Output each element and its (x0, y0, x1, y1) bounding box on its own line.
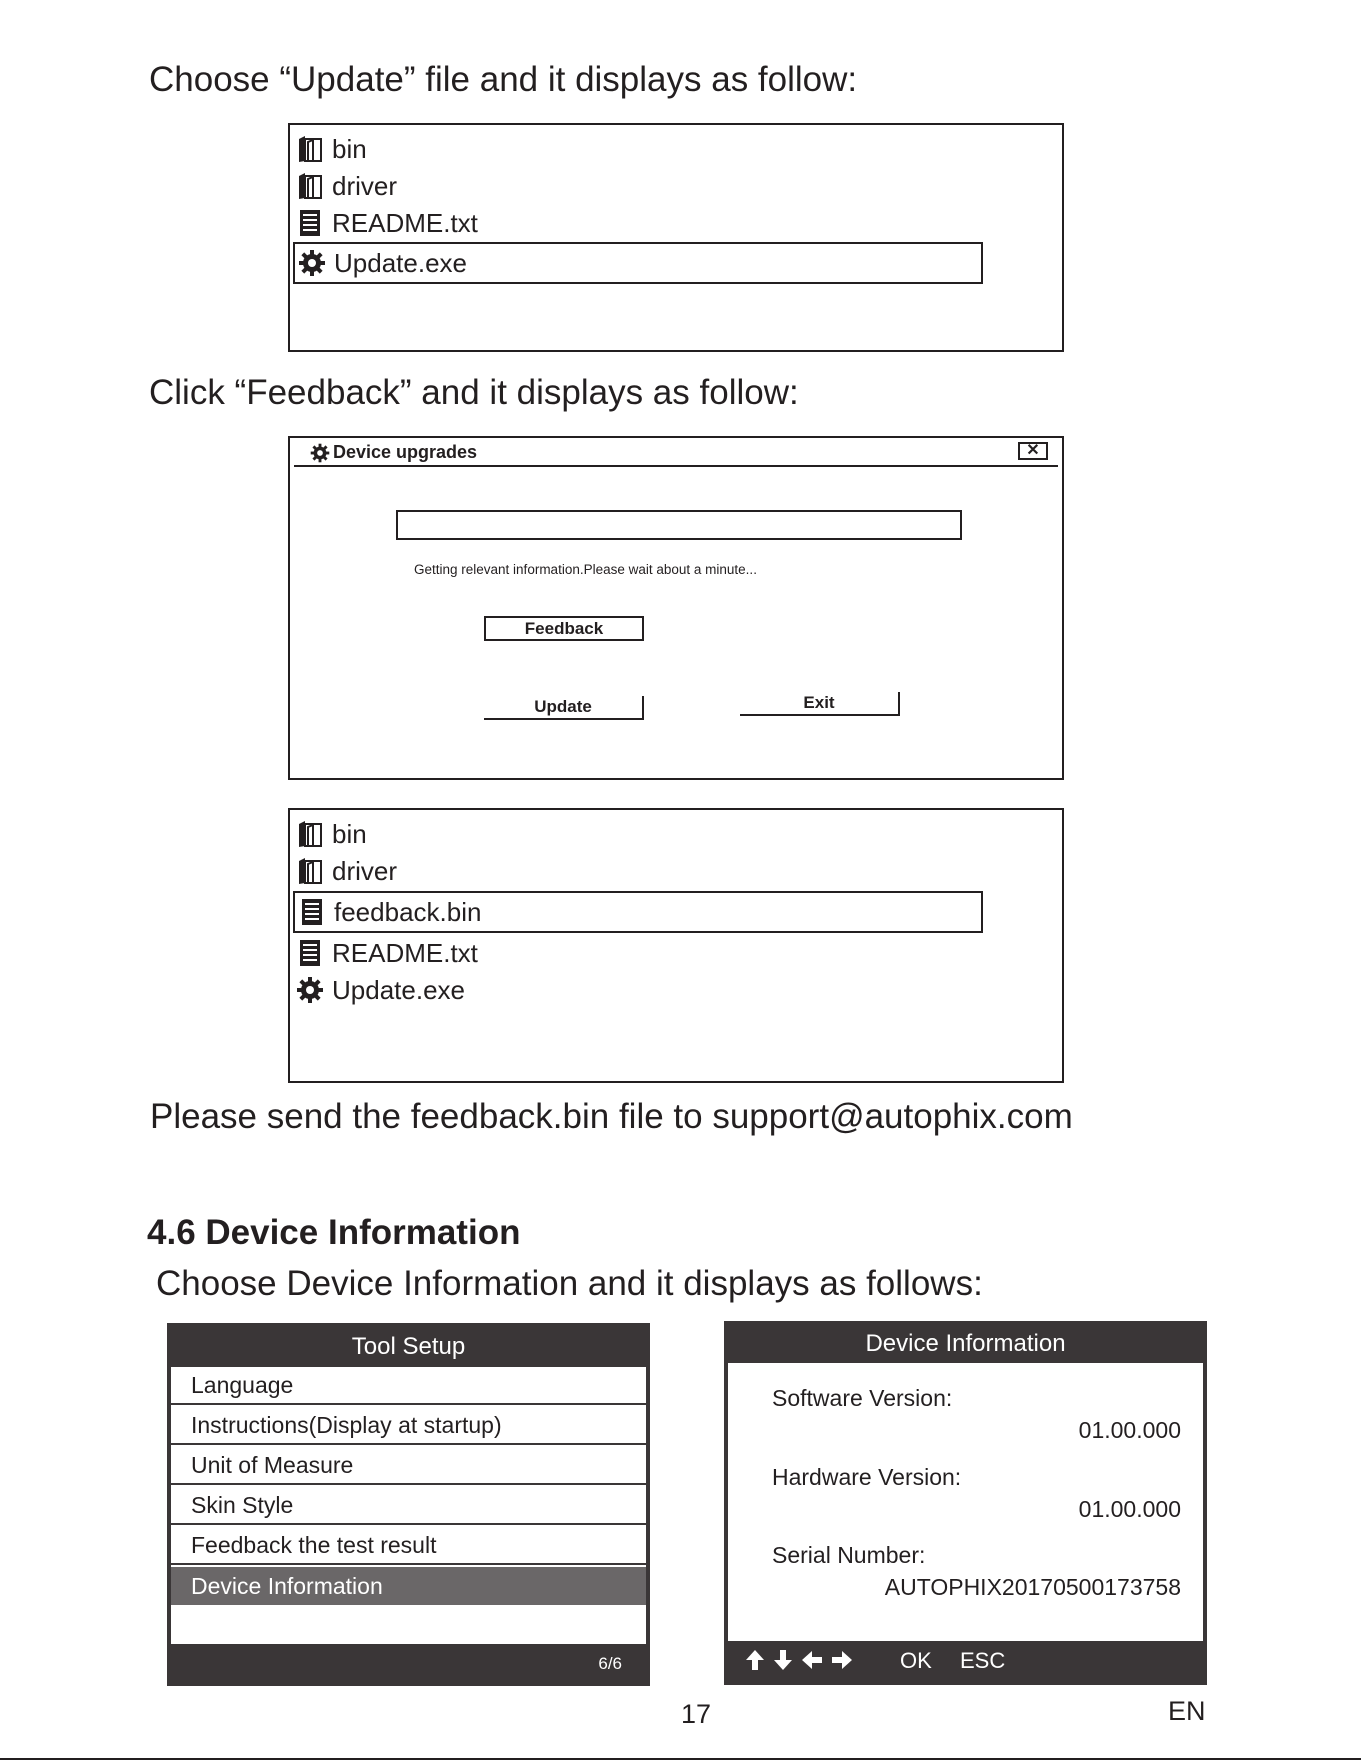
software-version-value: 01.00.000 (1078, 1417, 1181, 1443)
file-row-bin[interactable] (296, 816, 986, 852)
gear-icon (298, 249, 326, 277)
serial-number-label: Serial Number: (772, 1542, 926, 1568)
arrow-up-icon[interactable] (744, 1648, 766, 1672)
file-browser-window-1 (288, 123, 1064, 352)
file-name: Update.exe (332, 974, 465, 1005)
file-row-readme[interactable] (296, 935, 986, 971)
file-name: driver (332, 170, 398, 201)
menu-item-instructions[interactable]: Instructions(Display at startup) (171, 1407, 646, 1445)
language-indicator: EN (1168, 1696, 1206, 1726)
file-name: driver (332, 855, 398, 886)
hardware-version-label: Hardware Version: (772, 1464, 962, 1490)
device-info-title: Device Information (728, 1325, 1203, 1363)
file-row-driver[interactable] (296, 168, 986, 204)
file-name: Update.exe (334, 247, 467, 278)
section-title: 4.6 Device Information (147, 1213, 521, 1252)
status-message: Getting relevant information.Please wait about a minute... (414, 562, 757, 577)
document-icon (298, 898, 326, 926)
gear-icon (296, 976, 324, 1004)
file-name: README.txt (332, 207, 478, 238)
menu-item-language[interactable]: Language (171, 1367, 646, 1405)
ok-button[interactable]: OK (900, 1648, 932, 1673)
dialog-title (310, 442, 477, 463)
device-information-screen (724, 1321, 1207, 1685)
progress-bar (396, 510, 962, 540)
titlebar-divider (294, 465, 1058, 467)
device-upgrades-dialog (288, 436, 1064, 780)
file-row-readme[interactable] (296, 205, 986, 241)
document-icon (296, 939, 324, 967)
page-number: 17 (681, 1699, 712, 1729)
navigation-arrows (744, 1648, 854, 1672)
folder-icon (296, 857, 324, 885)
file-browser-window-2 (288, 808, 1064, 1083)
menu-item-unit-of-measure[interactable]: Unit of Measure (171, 1447, 646, 1485)
heading-click-feedback: Click “Feedback” and it displays as follow: (149, 373, 799, 412)
folder-icon (296, 135, 324, 163)
exit-button[interactable]: Exit (740, 692, 900, 716)
close-icon: ✕ (1026, 442, 1040, 459)
folder-icon (296, 172, 324, 200)
software-version-label: Software Version: (772, 1385, 953, 1411)
file-name: README.txt (332, 937, 478, 968)
tool-setup-footer (171, 1644, 646, 1682)
arrow-down-icon[interactable] (772, 1648, 794, 1672)
send-feedback-instruction: Please send the feedback.bin file to support@autophix.com (150, 1097, 1073, 1136)
file-row-update-exe[interactable] (293, 242, 983, 284)
file-name: bin (332, 818, 367, 849)
tool-setup-title: Tool Setup (171, 1327, 646, 1367)
file-row-bin[interactable] (296, 131, 986, 167)
hardware-version-value: 01.00.000 (1078, 1496, 1181, 1522)
device-info-footer (728, 1641, 1203, 1681)
file-row-update-exe[interactable] (296, 972, 986, 1008)
document-icon (296, 209, 324, 237)
tool-setup-screen (167, 1323, 650, 1686)
feedback-button[interactable]: Feedback (484, 616, 644, 641)
update-button[interactable]: Update (484, 696, 644, 720)
file-row-feedback-bin[interactable] (293, 891, 983, 933)
file-row-driver[interactable] (296, 853, 986, 889)
page-bottom-rule (0, 1758, 1361, 1760)
close-button[interactable] (1018, 442, 1048, 460)
heading-choose-update: Choose “Update” file and it displays as follow: (149, 60, 858, 99)
arrow-left-icon[interactable] (800, 1648, 824, 1672)
menu-item-skin-style[interactable]: Skin Style (171, 1487, 646, 1525)
file-name: feedback.bin (334, 896, 482, 927)
menu-item-feedback[interactable]: Feedback the test result (171, 1527, 646, 1565)
file-name: bin (332, 133, 367, 164)
folder-icon (296, 820, 324, 848)
esc-button[interactable]: ESC (960, 1648, 1006, 1673)
page-indicator: 6/6 (598, 1654, 622, 1673)
heading-choose-device-info: Choose Device Information and it displays as follows: (156, 1264, 983, 1303)
serial-number-value: AUTOPHIX20170500173758 (884, 1574, 1181, 1600)
dialog-title-text: Device upgrades (333, 442, 478, 462)
menu-item-device-information[interactable]: Device Information (171, 1567, 646, 1605)
gear-icon (310, 443, 330, 463)
arrow-right-icon[interactable] (830, 1648, 854, 1672)
